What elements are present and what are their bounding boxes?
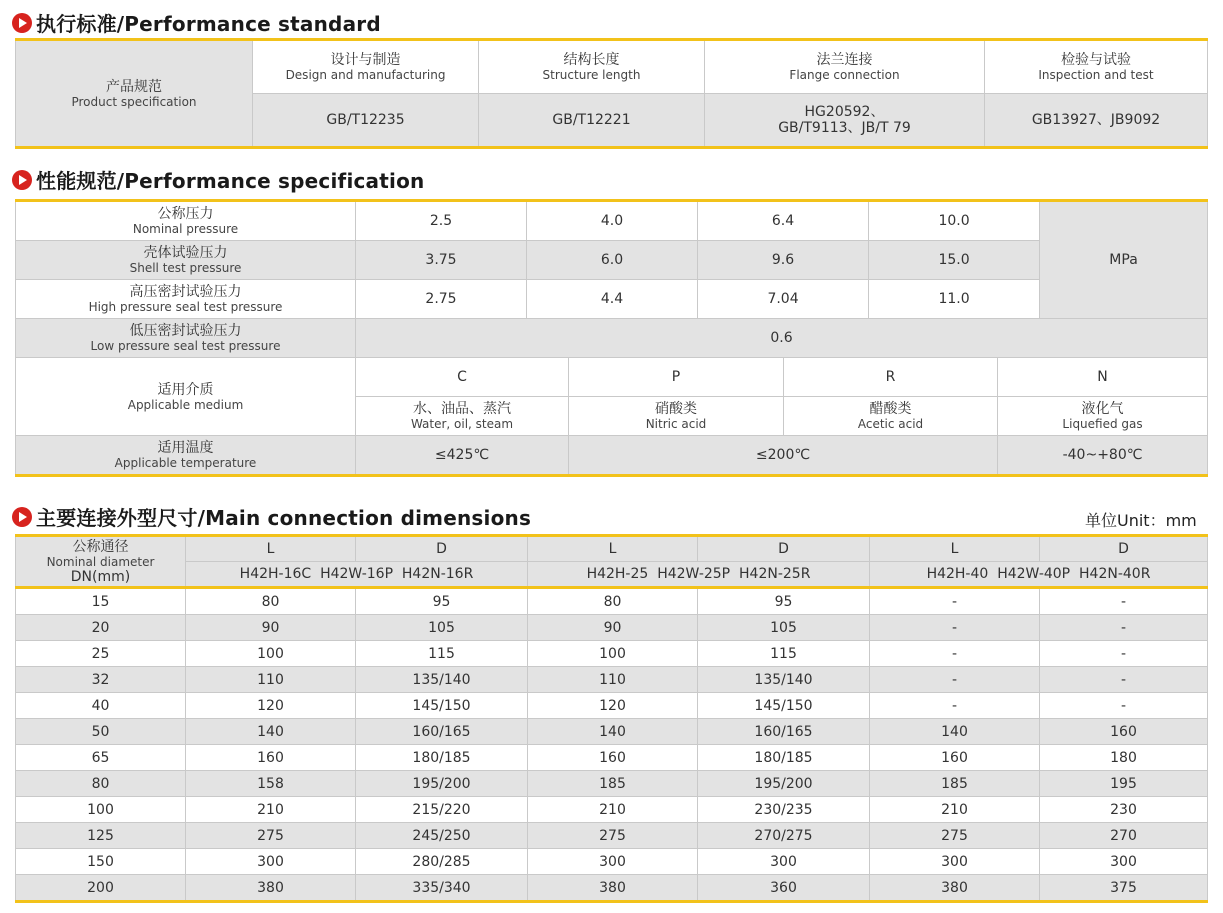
dimension-cell: 280/285 [356,849,528,875]
value-flange: HG20592、GB/T9113、JB/T 79 [705,94,985,148]
performance-specification-header [12,165,424,194]
dimension-cell: 135/140 [356,667,528,693]
dimension-cell: 90 [186,615,356,641]
table-row [16,875,1208,902]
high-seal-value: 7.04 [698,280,869,319]
dimension-cell: 95 [698,588,870,615]
model-group: H42H-16C H42W-16P H42N-16R [186,562,528,588]
value-inspection: GB13927、JB9092 [985,94,1208,148]
dn-cell: 200 [16,875,186,902]
table-row [16,641,1208,667]
dimension-cell: 380 [870,875,1040,902]
dimension-cell: 210 [186,797,356,823]
unit-note: 单位Unit：mm [1085,511,1197,530]
table-row [16,823,1208,849]
high-seal-value: 4.4 [527,280,698,319]
dimensions-table [15,534,1208,903]
dimension-cell: 270 [1040,823,1208,849]
nominal-pressure-value: 2.5 [356,201,527,241]
low-seal-label: 低压密封试验压力 Low pressure seal test pressure [16,319,356,358]
dn-cell: 65 [16,745,186,771]
table-row [16,745,1208,771]
dimension-cell: 145/150 [356,693,528,719]
dimension-cell: 95 [356,588,528,615]
play-bullet-icon [12,13,32,33]
model-group: H42H-25 H42W-25P H42N-25R [528,562,870,588]
dimension-cell: 210 [528,797,698,823]
table-row [16,693,1208,719]
performance-specification-table [15,199,1208,477]
table-row [16,771,1208,797]
main-dimensions-header [12,502,531,531]
temperature-label: 适用温度 Applicable temperature [16,436,356,476]
high-seal-value: 2.75 [356,280,527,319]
table-row [16,797,1208,823]
temperature-value: ≤425℃ [356,436,569,476]
medium-code: N [998,358,1208,397]
dimension-cell: 105 [356,615,528,641]
dimension-cell: 185 [870,771,1040,797]
col-label: D [698,536,870,562]
dimension-cell: 195/200 [698,771,870,797]
dimension-cell: 185 [528,771,698,797]
medium-item: 醋酸类 Acetic acid [784,397,998,436]
dimension-cell: 160/165 [698,719,870,745]
dimension-cell: - [1040,693,1208,719]
table-row [16,588,1208,615]
dimension-cell: 195 [1040,771,1208,797]
nominal-pressure-value: 4.0 [527,201,698,241]
dn-cell: 80 [16,771,186,797]
dimension-cell: 380 [528,875,698,902]
dimension-cell: 160/165 [356,719,528,745]
dimension-cell: 105 [698,615,870,641]
dimension-cell: 140 [186,719,356,745]
dimension-cell: 300 [186,849,356,875]
shell-test-label: 壳体试验压力 Shell test pressure [16,241,356,280]
dimension-cell: - [1040,588,1208,615]
dn-cell: 15 [16,588,186,615]
dimension-cell: 120 [528,693,698,719]
dimension-cell: 275 [186,823,356,849]
dimension-cell: 90 [528,615,698,641]
dimension-cell: 275 [528,823,698,849]
dimension-cell: - [1040,615,1208,641]
shell-test-value: 9.6 [698,241,869,280]
dn-cell: 25 [16,641,186,667]
dimension-cell: 100 [528,641,698,667]
header-flange: 法兰连接 Flange connection [705,40,985,94]
main-dimensions-title: 主要连接外型尺寸/Main connection dimensions [36,506,532,530]
medium-code: P [569,358,784,397]
dimension-cell: 180/185 [698,745,870,771]
play-bullet-icon [12,170,32,190]
performance-standard-table [15,38,1208,149]
dimension-cell: 300 [1040,849,1208,875]
dimension-cell: 120 [186,693,356,719]
dimension-cell: 135/140 [698,667,870,693]
col-label: L [528,536,698,562]
dn-cell: 50 [16,719,186,745]
medium-item: 水、油品、蒸汽 Water, oil, steam [356,397,569,436]
dimension-cell: 380 [186,875,356,902]
nominal-pressure-label: 公称压力 Nominal pressure [16,201,356,241]
col-label: D [356,536,528,562]
temperature-value: ≤200℃ [569,436,998,476]
dimension-cell: - [870,693,1040,719]
dimension-cell: 160 [528,745,698,771]
dn-cell: 32 [16,667,186,693]
value-design: GB/T12235 [253,94,479,148]
dimension-cell: 80 [186,588,356,615]
dimension-cell: - [870,615,1040,641]
dn-cell: 100 [16,797,186,823]
dimension-cell: 160 [870,745,1040,771]
header-inspection: 检验与试验 Inspection and test [985,40,1208,94]
dimension-cell: - [870,667,1040,693]
medium-item: 液化气 Liquefied gas [998,397,1208,436]
value-structure: GB/T12221 [479,94,705,148]
dimension-cell: 145/150 [698,693,870,719]
performance-standard-header [12,8,381,37]
dimension-cell: 115 [698,641,870,667]
col-label: D [1040,536,1208,562]
dimension-cell: 270/275 [698,823,870,849]
dimension-cell: 335/340 [356,875,528,902]
play-bullet-icon [12,507,32,527]
performance-standard-title: 执行标准/Performance standard [36,12,381,36]
dimension-cell: 100 [186,641,356,667]
dn-header: 公称通径 Nominal diameter DN(mm) [16,536,186,588]
medium-code: C [356,358,569,397]
shell-test-value: 6.0 [527,241,698,280]
dimension-cell: 110 [186,667,356,693]
dimension-cell: 180 [1040,745,1208,771]
dimension-cell: 160 [186,745,356,771]
col-label: L [186,536,356,562]
dimension-cell: 360 [698,875,870,902]
dimension-cell: 195/200 [356,771,528,797]
high-seal-label: 高压密封试验压力 High pressure seal test pressure [16,280,356,319]
nominal-pressure-value: 10.0 [869,201,1040,241]
dimension-cell: 215/220 [356,797,528,823]
dimension-cell: 300 [698,849,870,875]
dimension-cell: 110 [528,667,698,693]
table-row [16,667,1208,693]
shell-test-value: 15.0 [869,241,1040,280]
dimension-cell: 300 [528,849,698,875]
dimension-cell: 158 [186,771,356,797]
dimension-cell: 300 [870,849,1040,875]
temperature-value: -40~+80℃ [998,436,1208,476]
performance-specification-title: 性能规范/Performance specification [36,169,425,193]
pressure-unit: MPa [1040,201,1208,319]
dimension-cell: 140 [528,719,698,745]
medium-item: 硝酸类 Nitric acid [569,397,784,436]
dimension-cell: 180/185 [356,745,528,771]
nominal-pressure-value: 6.4 [698,201,869,241]
dimension-cell: - [870,641,1040,667]
dimension-cell: - [1040,641,1208,667]
model-group: H42H-40 H42W-40P H42N-40R [870,562,1208,588]
dimension-cell: 230/235 [698,797,870,823]
dimension-cell: 80 [528,588,698,615]
high-seal-value: 11.0 [869,280,1040,319]
product-spec-label: 产品规范 Product specification [16,40,253,148]
dn-cell: 150 [16,849,186,875]
dimension-cell: 160 [1040,719,1208,745]
table-row [16,615,1208,641]
shell-test-value: 3.75 [356,241,527,280]
dimension-cell: - [870,588,1040,615]
table-row [16,719,1208,745]
dimensions-body [16,588,1208,902]
dimension-cell: 210 [870,797,1040,823]
dimension-cell: 375 [1040,875,1208,902]
medium-label: 适用介质 Applicable medium [16,358,356,436]
dimension-cell: 245/250 [356,823,528,849]
dimension-cell: 230 [1040,797,1208,823]
dn-cell: 40 [16,693,186,719]
dimension-cell: 115 [356,641,528,667]
medium-code: R [784,358,998,397]
header-structure: 结构长度 Structure length [479,40,705,94]
header-design: 设计与制造 Design and manufacturing [253,40,479,94]
col-label: L [870,536,1040,562]
dimension-cell: 140 [870,719,1040,745]
dimension-cell: - [1040,667,1208,693]
dn-cell: 125 [16,823,186,849]
table-row [16,849,1208,875]
dn-cell: 20 [16,615,186,641]
low-seal-value: 0.6 [356,319,1208,358]
dimension-cell: 275 [870,823,1040,849]
